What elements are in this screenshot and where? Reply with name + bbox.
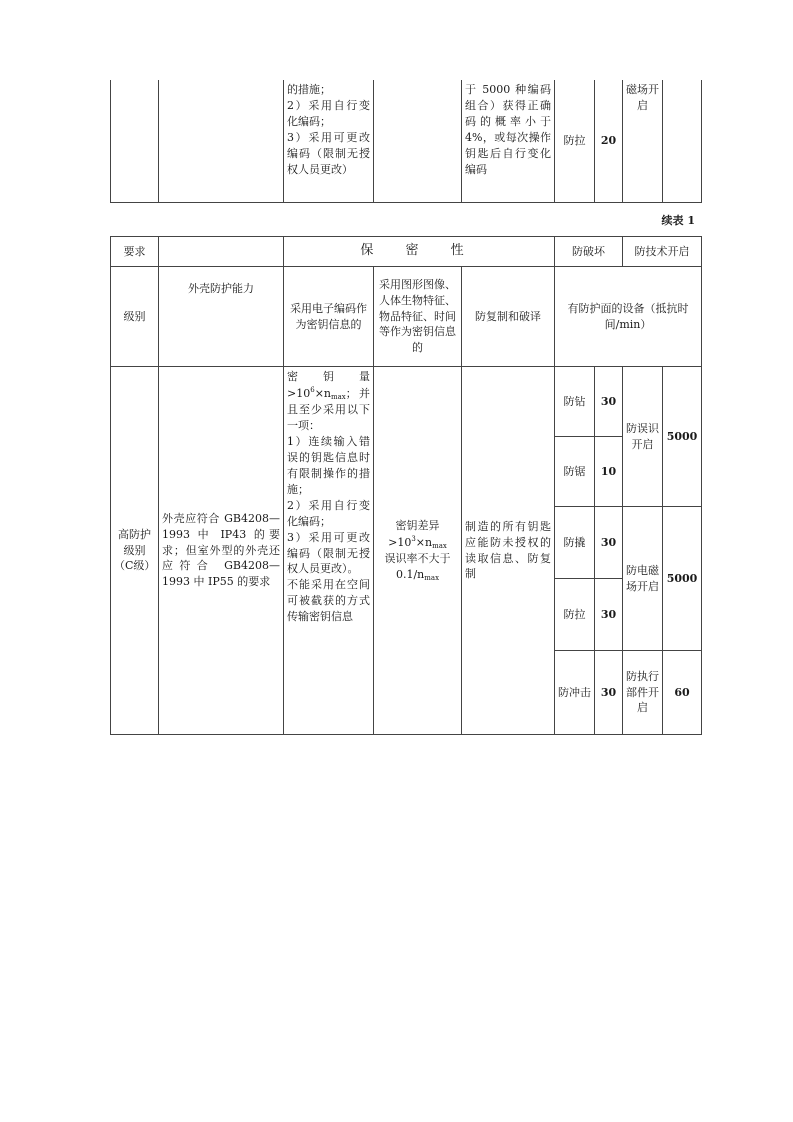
table-fragment	[110, 80, 702, 203]
frag-measure-line: 2）采用自行变化编码；	[287, 98, 370, 128]
grade-cell: 高防护级别（C级）	[111, 367, 159, 735]
frag-measure-line: 3）采用可更改编码（限制无授权人员更改）	[287, 130, 370, 176]
bio-difference: 密钥差异$>10^3\times n_{max}$	[388, 518, 447, 550]
security-requirements-table	[110, 236, 702, 735]
header-requirement: 要求	[111, 237, 159, 267]
frag-empty-tech-time	[663, 80, 702, 202]
tech-open-time: 5000	[663, 507, 702, 651]
continued-label: 续表 1	[661, 214, 695, 227]
tech-open-type: 防执行部件开启	[623, 651, 663, 735]
ec-item: 1）连续输入错误的钥匙信息时有限制操作的措施；	[287, 434, 370, 496]
frag-measure-line: 的措施；	[287, 83, 331, 96]
attack-time: 10	[595, 437, 623, 507]
tech-open-type: 防电磁场开启	[623, 507, 663, 651]
electronic-code-requirement	[284, 367, 374, 735]
tech-open-type: 防误识开启	[623, 367, 663, 507]
header-anti-copy: 防复制和破译	[462, 267, 555, 367]
header-shell: 外壳防护能力	[159, 267, 284, 367]
header-electronic-code: 采用电子编码作为密钥信息的	[284, 267, 374, 367]
attack-time: 30	[595, 507, 623, 579]
attack-time: 30	[595, 651, 623, 735]
key-quantity: 密 钥 量$>10^6\times n_{max}$；并且至少采用以下一项：	[287, 370, 370, 433]
shell-requirement: 外壳应符合 GB4208—1993 中 IP43 的要求；但室外型的外壳还应符合 GB4208—1993 中 IP55 的要求	[159, 367, 284, 735]
frag-empty-bio	[374, 80, 462, 202]
frag-anticopy: 于 5000 种编码组合）获得正确码的概率小于 4%，或每次操作钥匙后自行变化编码	[462, 80, 555, 202]
header-biometric: 采用图形图像、人体生物特征、物品特征、时间等作为密钥信息的	[374, 267, 462, 367]
attack-type: 防撬	[555, 507, 595, 579]
header-anti-tech-open: 防技术开启	[623, 237, 702, 267]
frag-tech-open: 磁场开启	[623, 80, 663, 202]
tech-open-time: 5000	[663, 367, 702, 507]
frag-empty-shell	[159, 80, 284, 202]
header-anti-destruction: 防破坏	[555, 237, 623, 267]
header-grade: 级别	[111, 267, 159, 367]
bio-error-rate: 误识率不大于$0.1/n_{max}$	[384, 552, 451, 582]
attack-time: 30	[595, 367, 623, 437]
attack-type: 防锯	[555, 437, 595, 507]
ec-item: 2）采用自行变化编码；	[287, 498, 370, 528]
header-protected-surface: 有防护面的设备（抵抗时间/min）	[555, 267, 702, 367]
biometric-requirement	[374, 367, 462, 735]
attack-type: 防钻	[555, 367, 595, 437]
attack-type: 防冲击	[555, 651, 595, 735]
tech-open-time: 60	[663, 651, 702, 735]
attack-type: 防拉	[555, 579, 595, 651]
frag-time: 20	[595, 80, 623, 202]
frag-empty-grade	[111, 80, 159, 202]
header-empty	[159, 237, 284, 267]
header-confidentiality: 保 密 性	[284, 237, 555, 267]
frag-measures	[284, 80, 374, 202]
anti-copy-requirement: 制造的所有钥匙应能防未授权的读取信息、防复制	[462, 367, 555, 735]
frag-attack: 防拉	[555, 80, 595, 202]
ec-item: 不能采用在空间可被截获的方式传输密钥信息	[287, 578, 370, 624]
ec-item: 3）采用可更改编码（限制无授权人员更改）。	[287, 530, 370, 576]
attack-time: 30	[595, 579, 623, 651]
